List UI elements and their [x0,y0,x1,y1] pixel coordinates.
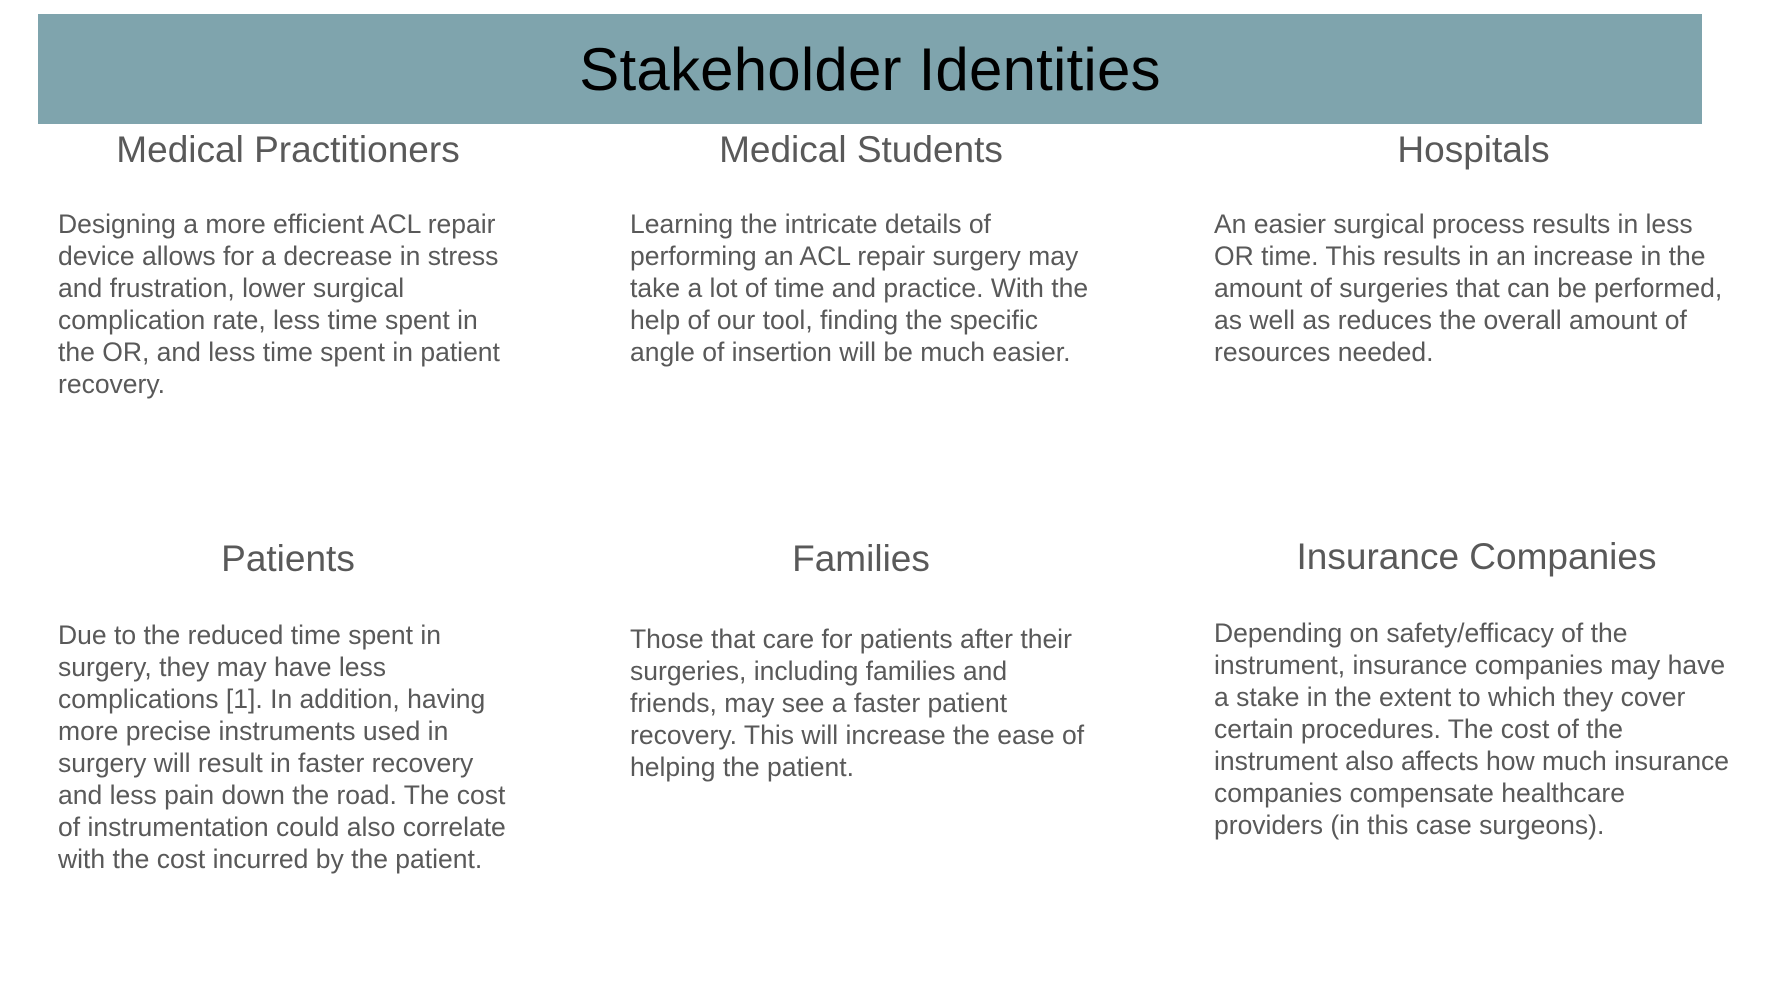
stakeholder-description: Designing a more efficient ACL repair device allows for a decrease in stress and frustration, lower surgical complication rate, less time spent in the OR, and less time spent in patient recovery. [58,208,500,399]
stakeholder-heading: Families [792,538,930,579]
stakeholder-description: Those that care for patients after their surgeries, including families and friends, may see a faster patient recovery. This will increase the ease of helping the patient. [630,623,1085,782]
stakeholder-description: Learning the intricate details of performing an ACL repair surgery may take a lot of time and practice. With the help of our tool, finding the specific angle of insertion will be much easier. [630,208,1089,367]
stakeholder-description: Due to the reduced time spent in surgery, they may have less complications [1]. In addition, having more precise instruments used in surgery will result in faster recovery and less pain down the road. The cost of instrumentation could also correlate with the cost incurred by the patient. [58,619,506,874]
stakeholder-card-hospitals [1148,124,1773,509]
stakeholder-description: An easier surgical process results in less OR time. This results in an increase in the amount of surgeries that can be performed, as well as reduces the overall amount of resources needed. [1214,208,1723,367]
stakeholder-card-medical-practitioners [0,124,574,509]
stakeholder-grid [0,124,1773,994]
stakeholder-card-insurance-companies [1148,509,1773,994]
stakeholder-card-medical-students [574,124,1148,509]
stakeholder-heading: Medical Practitioners [116,129,460,170]
page-title: Stakeholder Identities [579,35,1161,103]
stakeholder-heading: Medical Students [719,129,1003,170]
stakeholder-heading: Insurance Companies [1296,536,1657,577]
title-banner [38,14,1702,124]
stakeholder-card-families [574,509,1148,994]
stakeholder-description: Depending on safety/efficacy of the instrument, insurance companies may have a stake in the extent to which they cover certain procedures. The cost of the instrument also affects how much insurance companies compensate healthcare providers (in this case surgeons). [1214,617,1730,840]
stakeholder-heading: Hospitals [1397,129,1550,170]
stakeholder-heading: Patients [221,538,355,579]
stakeholder-card-patients [0,509,574,994]
